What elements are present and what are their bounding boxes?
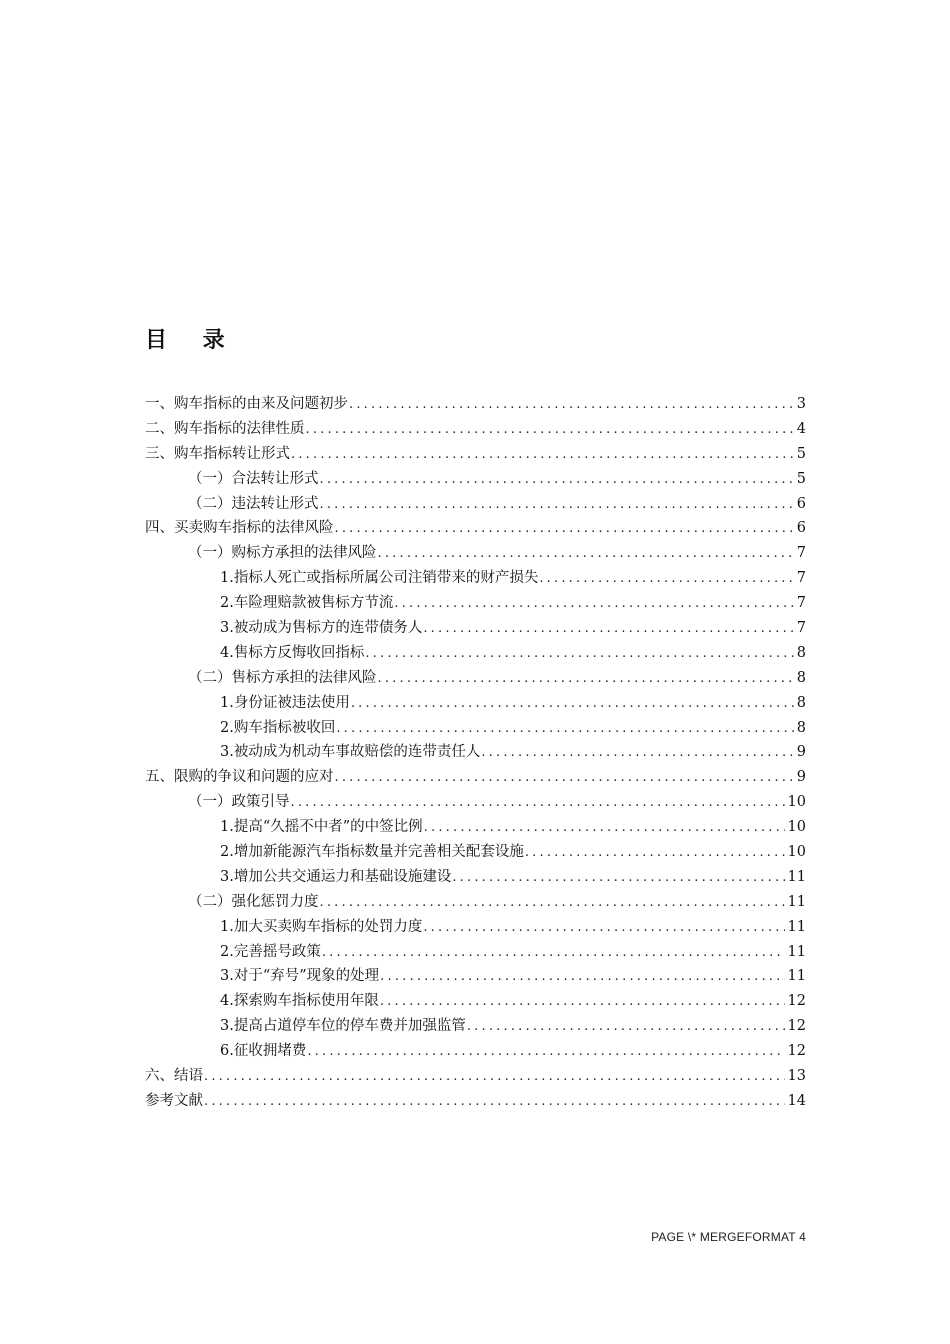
toc-entry-title: 4.探索购车指标使用年限 [220, 993, 379, 1010]
dot-leader [335, 766, 794, 791]
toc-entry[interactable] [145, 566, 806, 591]
toc-entry-page-number: 5 [796, 470, 806, 487]
toc-entry-title: 6.征收拥堵费 [220, 1043, 307, 1060]
toc-entry[interactable] [145, 890, 806, 915]
dot-leader [306, 418, 794, 443]
toc-entry-page-number: 11 [787, 968, 806, 985]
toc-entry-page-number: 14 [787, 1092, 806, 1109]
dot-leader [351, 692, 794, 717]
toc-entry-title: 3.提高占道停车位的停车费并加强监管 [220, 1018, 466, 1035]
toc-entry-title: 四、买卖购车指标的法律风险 [145, 520, 334, 537]
dot-leader [481, 741, 793, 766]
toc-entry-page-number: 10 [787, 844, 806, 861]
toc-entry-page-number: 7 [796, 595, 806, 612]
dot-leader [320, 493, 794, 518]
dot-leader [394, 592, 793, 617]
toc-entry-page-number: 11 [787, 943, 806, 960]
toc-entry-title: 2.增加新能源汽车指标数量并完善相关配套设施 [220, 844, 524, 861]
page-number-field: PAGE \* MERGEFORMAT 4 [651, 1230, 806, 1244]
toc-entry[interactable] [145, 516, 806, 541]
table-of-contents [145, 392, 806, 1114]
toc-entry[interactable] [145, 591, 806, 616]
toc-entry-title: 一、购车指标的由来及问题初步 [145, 396, 348, 412]
toc-entry-page-number: 8 [796, 644, 806, 661]
toc-entry-page-number: 7 [796, 620, 806, 637]
toc-entry[interactable] [145, 417, 806, 442]
toc-entry-page-number: 10 [787, 819, 806, 836]
dot-leader [378, 667, 794, 692]
toc-entry[interactable] [145, 940, 806, 965]
toc-entry-title: 1.加大买卖购车指标的处罚力度 [220, 918, 423, 935]
toc-entry-page-number: 8 [796, 719, 806, 736]
toc-entry[interactable] [145, 442, 806, 467]
dot-leader [378, 542, 794, 567]
toc-entry-page-number: 10 [787, 794, 806, 811]
dot-leader [291, 791, 785, 816]
toc-entry-page-number: 6 [796, 495, 806, 512]
dot-leader [336, 717, 793, 742]
toc-entry-page-number: 4 [796, 420, 806, 437]
toc-entry-page-number: 12 [787, 1043, 806, 1060]
toc-entry-title: 三、购车指标转让形式 [145, 445, 290, 462]
toc-entry[interactable] [145, 865, 806, 890]
toc-entry-page-number: 6 [796, 520, 806, 537]
toc-entry[interactable] [145, 716, 806, 741]
toc-entry-title: （二）违法转让形式 [188, 495, 319, 512]
toc-entry[interactable] [145, 541, 806, 566]
dot-leader [320, 891, 785, 916]
toc-entry-title: 五、限购的争议和问题的应对 [145, 769, 334, 786]
toc-entry-page-number: 11 [787, 918, 806, 935]
toc-entry-title: （一）政策引导 [188, 794, 290, 811]
toc-entry-page-number: 9 [796, 744, 806, 761]
toc-entry[interactable] [145, 616, 806, 641]
dot-leader [307, 1040, 784, 1065]
dot-leader [335, 517, 794, 542]
toc-entry-page-number: 12 [787, 993, 806, 1010]
toc-entry[interactable] [145, 1089, 806, 1114]
toc-entry-page-number: 3 [796, 396, 806, 412]
toc-entry[interactable] [145, 740, 806, 765]
toc-entry[interactable] [145, 915, 806, 940]
dot-leader [322, 941, 785, 966]
toc-entry-page-number: 11 [787, 868, 806, 885]
dot-leader [204, 1090, 785, 1115]
dot-leader [380, 990, 785, 1015]
toc-entry-title: 2.完善摇号政策 [220, 943, 321, 960]
toc-title: 目 录 [145, 327, 239, 353]
toc-entry-title: （一）购标方承担的法律风险 [188, 545, 377, 562]
toc-entry-page-number: 5 [796, 445, 806, 462]
dot-leader [320, 468, 794, 493]
toc-entry-title: 2.购车指标被收回 [220, 719, 336, 736]
toc-entry-page-number: 11 [787, 893, 806, 910]
toc-entry[interactable] [145, 840, 806, 865]
toc-entry-title: 二、购车指标的法律性质 [145, 420, 305, 437]
dot-leader [423, 617, 793, 642]
dot-leader [380, 965, 784, 990]
toc-entry[interactable] [145, 815, 806, 840]
toc-entry[interactable] [145, 989, 806, 1014]
toc-entry[interactable] [145, 765, 806, 790]
toc-entry-title: （一）合法转让形式 [188, 470, 319, 487]
toc-entry-page-number: 7 [796, 545, 806, 562]
toc-entry-page-number: 13 [787, 1068, 806, 1085]
dot-leader [291, 443, 794, 468]
toc-entry[interactable] [145, 392, 806, 417]
toc-entry-title: 3.被动成为机动车事故赔偿的连带责任人 [220, 744, 481, 761]
toc-entry[interactable] [145, 492, 806, 517]
dot-leader [423, 916, 784, 941]
toc-entry-title: 2.车险理赔款被售标方节流 [220, 595, 394, 612]
toc-entry-title: 1.身份证被违法使用 [220, 694, 350, 711]
toc-entry-title: 4.售标方反悔收回指标 [220, 644, 365, 661]
toc-entry-title: 1.提高“久摇不中者”的中签比例 [220, 819, 423, 836]
toc-entry-title: （二）售标方承担的法律风险 [188, 669, 377, 686]
toc-entry[interactable] [145, 1039, 806, 1064]
toc-entry[interactable] [145, 691, 806, 716]
dot-leader [204, 1065, 785, 1090]
dot-leader [424, 816, 785, 841]
toc-entry-page-number: 12 [787, 1018, 806, 1035]
dot-leader [365, 642, 793, 667]
toc-entry-title: （二）强化惩罚力度 [188, 893, 319, 910]
toc-entry-title: 1.指标人死亡或指标所属公司注销带来的财产损失 [220, 570, 539, 587]
toc-entry-page-number: 8 [796, 694, 806, 711]
toc-entry-page-number: 9 [796, 769, 806, 786]
toc-entry-title: 3.对于“弃号”现象的处理 [220, 968, 380, 985]
toc-entry[interactable] [145, 790, 806, 815]
toc-entry-page-number: 8 [796, 669, 806, 686]
dot-leader [539, 567, 793, 592]
dot-leader [349, 393, 794, 418]
toc-entry-title: 3.被动成为售标方的连带债务人 [220, 620, 423, 637]
toc-entry[interactable] [145, 666, 806, 691]
toc-entry[interactable] [145, 1064, 806, 1089]
toc-entry[interactable] [145, 467, 806, 492]
toc-entry-title: 3.增加公共交通运力和基础设施建设 [220, 868, 452, 885]
toc-entry[interactable] [145, 964, 806, 989]
dot-leader [452, 866, 784, 891]
toc-entry-title: 参考文献 [145, 1092, 203, 1109]
toc-entry-page-number: 7 [796, 570, 806, 587]
toc-entry[interactable] [145, 641, 806, 666]
dot-leader [467, 1015, 785, 1040]
dot-leader [525, 841, 785, 866]
toc-entry[interactable] [145, 1014, 806, 1039]
toc-entry-title: 六、结语 [145, 1068, 203, 1085]
